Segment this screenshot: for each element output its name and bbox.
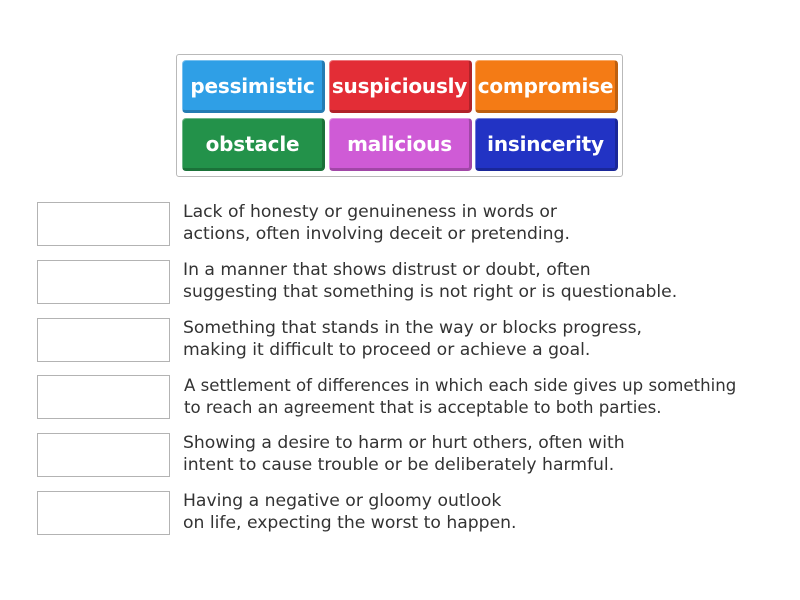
answer-drop-slot-6[interactable] [37,491,170,535]
definition-line: A settlement of differences in which each side gives up something [184,376,737,395]
answer-drop-slot-3[interactable] [37,318,170,362]
definition-line: In a manner that shows distrust or doubt, often [183,260,591,280]
word-tile-malicious[interactable]: malicious [329,118,472,171]
definition-text-5 [183,433,625,476]
definition-line: actions, often involving deceit or pretending. [183,223,570,244]
definition-line: suggesting that something is not right or is questionable. [183,281,678,302]
word-tile-suspiciously[interactable]: suspiciously [329,60,472,113]
definition-line: making it difficult to proceed or achieve a goal. [183,339,591,360]
definition-line: intent to cause trouble or be deliberately harmful. [183,454,615,475]
definition-line: Something that stands in the way or blocks progress, [183,318,642,338]
word-tile-pessimistic[interactable]: pessimistic [182,60,325,113]
word-tile-bank [176,54,623,177]
definition-text-4 [184,375,736,418]
definition-text-1 [183,202,570,245]
answer-drop-slot-5[interactable] [37,433,170,477]
definition-line: Showing a desire to harm or hurt others, often with [183,433,625,453]
answer-drop-slot-4[interactable] [37,375,170,419]
word-tile-obstacle[interactable]: obstacle [182,118,325,171]
definition-text-6 [183,491,517,534]
definition-line: Having a negative or gloomy outlook [183,491,502,511]
definition-text-3 [183,318,642,361]
definition-text-2 [183,260,677,303]
answer-drop-slot-1[interactable] [37,202,170,246]
answer-drop-slot-2[interactable] [37,260,170,304]
word-tile-insincerity[interactable]: insincerity [475,118,618,171]
definition-line: Lack of honesty or genuineness in words or [183,202,557,222]
definition-line: to reach an agreement that is acceptable to both parties. [184,397,662,417]
word-tile-compromise[interactable]: compromise [475,60,618,113]
definition-line: on life, expecting the worst to happen. [183,512,517,533]
